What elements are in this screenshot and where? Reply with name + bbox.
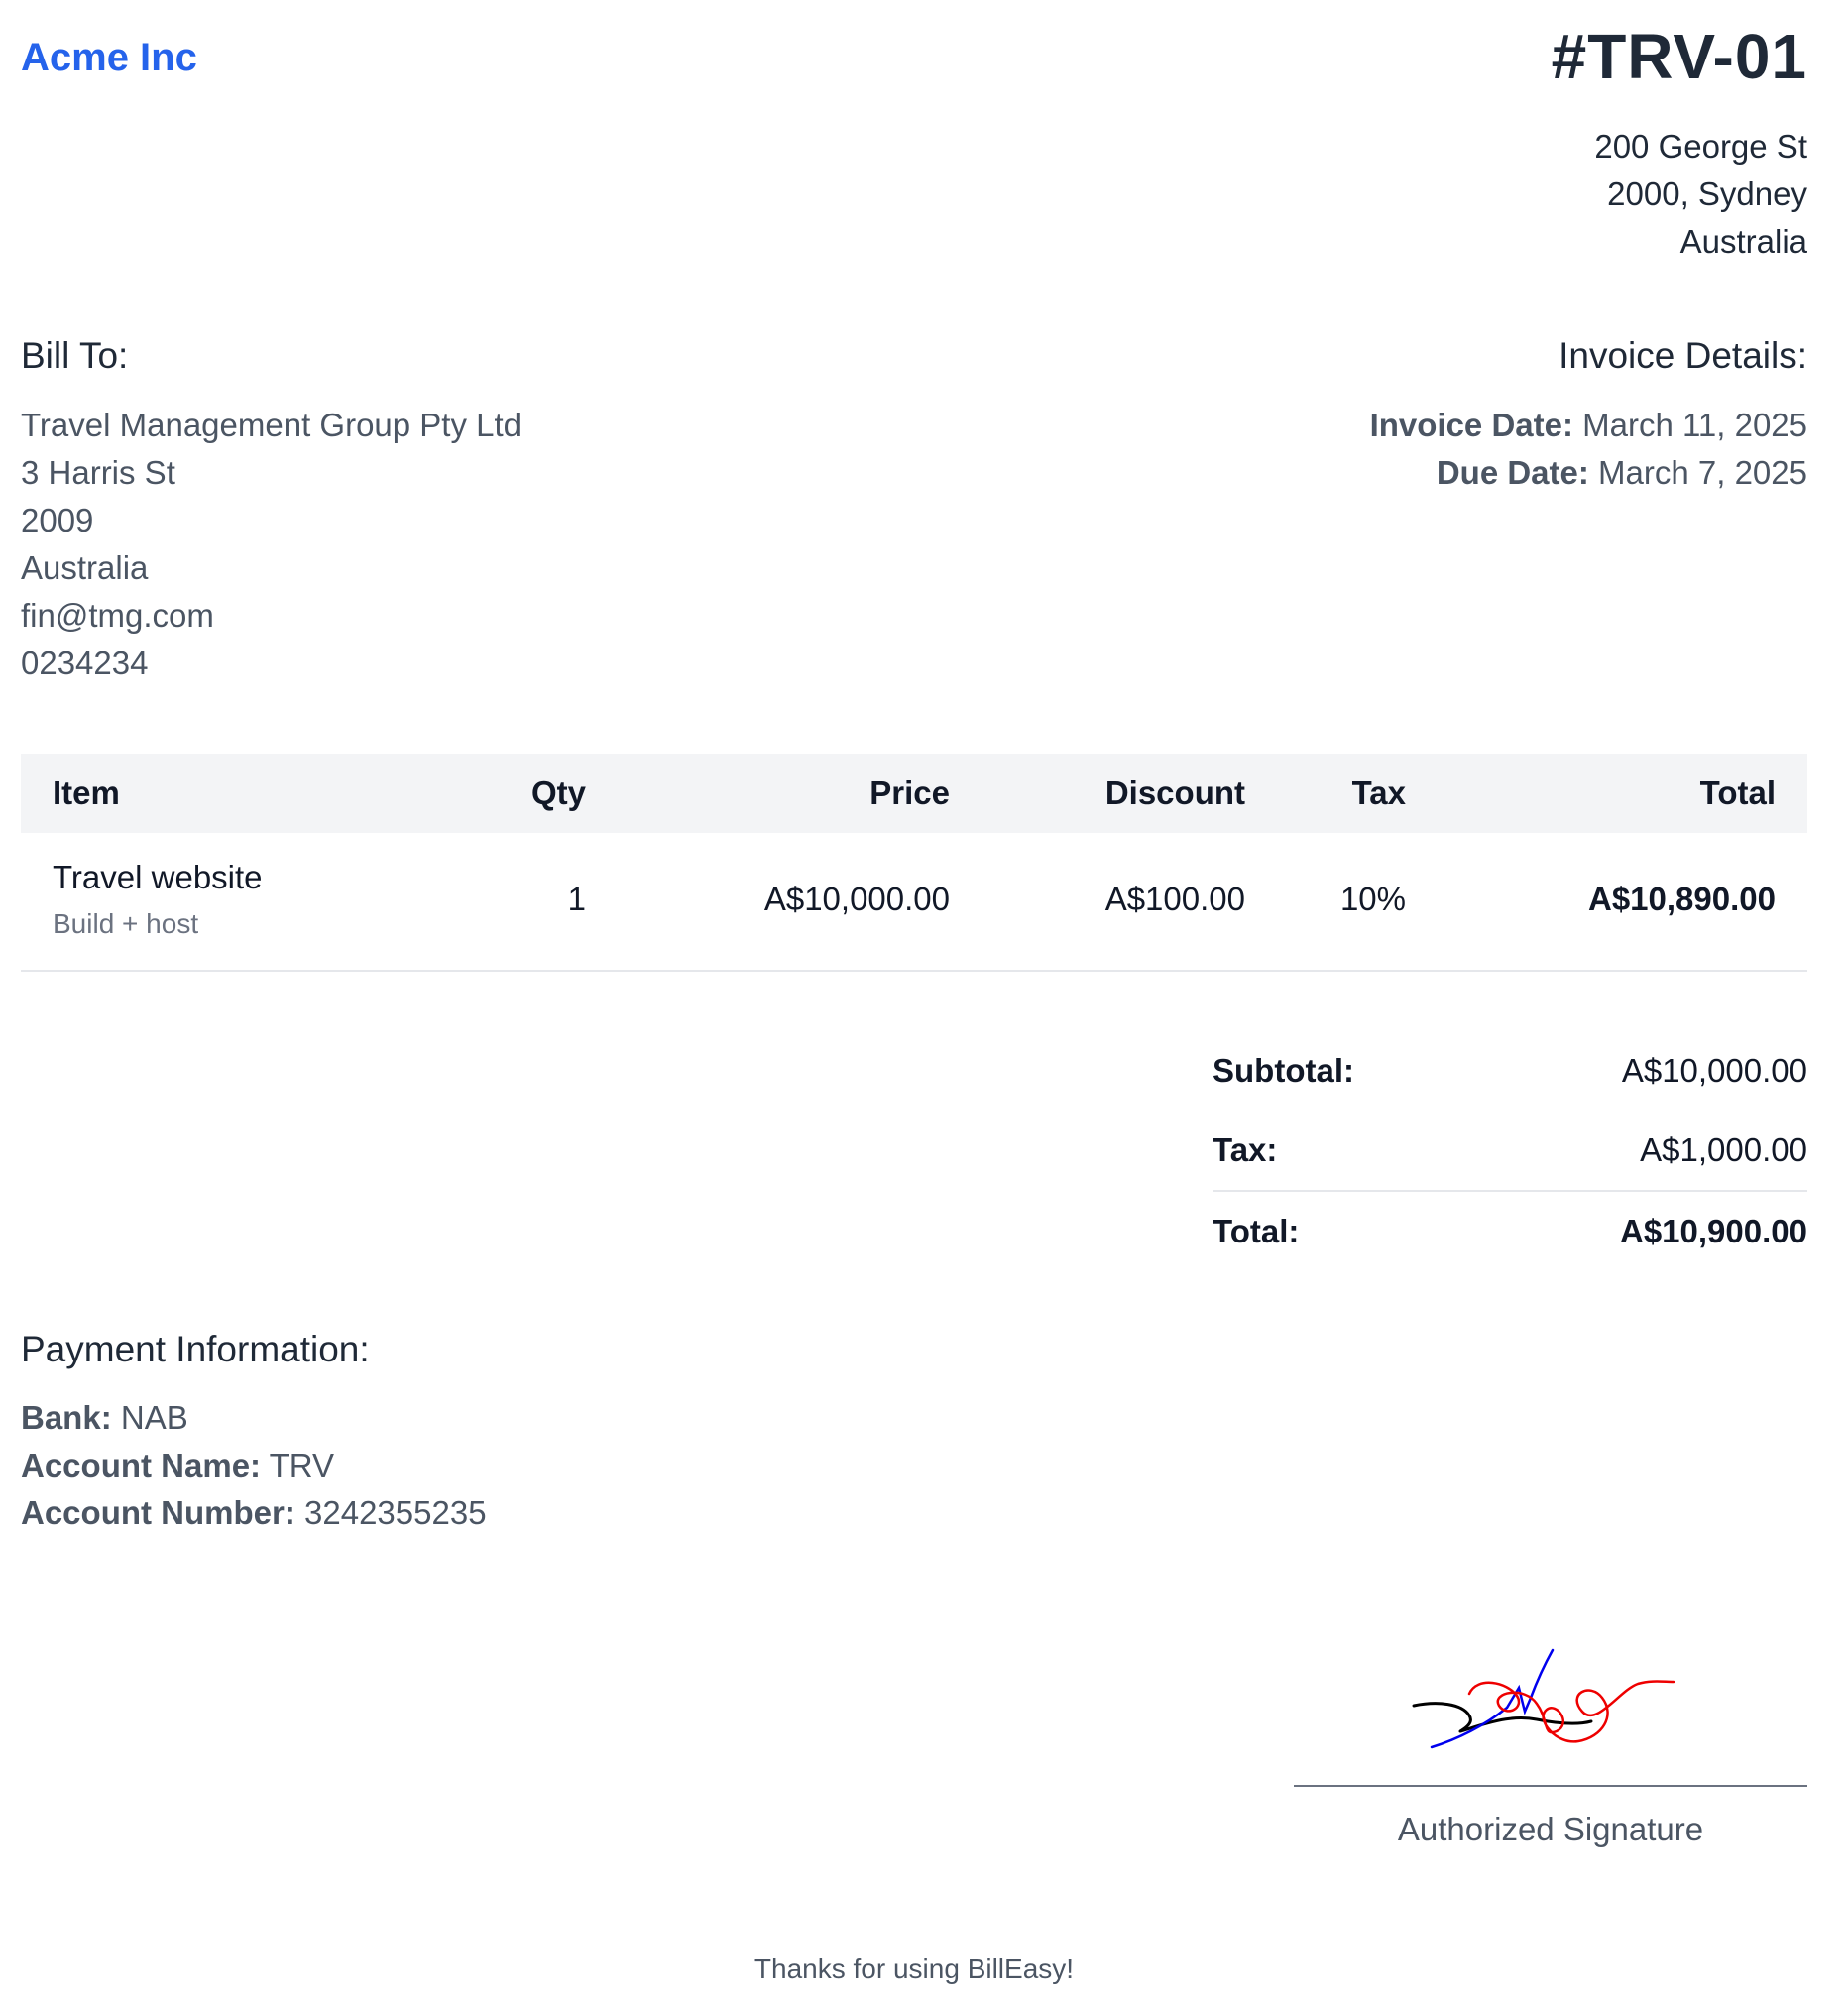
- signature-stroke-black: [1414, 1704, 1591, 1731]
- header-total: Total: [1699, 774, 1776, 811]
- company-address-line: 200 George St: [1594, 128, 1807, 165]
- account-number-label: Account Number:: [21, 1494, 295, 1531]
- company-address-line: Australia: [1679, 223, 1807, 260]
- header-qty: Qty: [530, 774, 586, 811]
- account-name-label: Account Name:: [21, 1447, 262, 1483]
- bank-row: [21, 1394, 487, 1442]
- table-row: [21, 833, 1807, 972]
- invoice-number: #TRV-01: [1551, 21, 1807, 92]
- due-date-label: Due Date:: [1436, 454, 1589, 491]
- items-table-header: [21, 754, 1807, 833]
- tax-value: A$1,000.00: [1640, 1131, 1807, 1168]
- due-date-value: March 7, 2025: [1598, 454, 1807, 491]
- row-qty: 1: [567, 881, 586, 917]
- header-discount: Discount: [1104, 774, 1245, 811]
- bill-to-email: fin@tmg.com: [21, 597, 214, 634]
- invoice-date-value: March 11, 2025: [1582, 407, 1807, 443]
- subtotal-label: Subtotal:: [1213, 1052, 1354, 1089]
- payment-block: [21, 1394, 487, 1537]
- payment-title: Payment Information:: [21, 1329, 370, 1369]
- bank-value: NAB: [120, 1399, 188, 1436]
- totals-summary: [1213, 1031, 1807, 1273]
- subtotal-value: A$10,000.00: [1621, 1052, 1807, 1089]
- signature-label: Authorized Signature: [1397, 1811, 1704, 1847]
- total-row: [1213, 1190, 1807, 1273]
- header-price: Price: [869, 774, 950, 811]
- invoice-page: [21, 0, 1807, 2011]
- company-address-line: 2000, Sydney: [1607, 176, 1807, 212]
- invoice-date-label: Invoice Date:: [1369, 407, 1573, 443]
- due-date-row: [1370, 449, 1807, 497]
- bill-to-title: Bill To:: [21, 335, 129, 376]
- invoice-date-row: [1370, 402, 1807, 449]
- bill-to-name: Travel Management Group Pty Ltd: [21, 407, 522, 443]
- row-tax: 10%: [1339, 881, 1406, 917]
- invoice-details-title: Invoice Details:: [1559, 335, 1807, 376]
- row-price: A$10,000.00: [763, 881, 950, 917]
- signature-line: [1294, 1785, 1807, 1787]
- signature-image: [1408, 1646, 1685, 1765]
- signature-stroke-blue: [1432, 1650, 1553, 1747]
- account-name-row: [21, 1442, 487, 1489]
- bank-label: Bank:: [21, 1399, 112, 1436]
- total-label: Total:: [1213, 1213, 1300, 1249]
- bill-to-block: [21, 402, 521, 687]
- invoice-details-block: [1370, 402, 1807, 497]
- account-number-value: 3242355235: [304, 1494, 487, 1531]
- footer-text: Thanks for using BillEasy!: [753, 1953, 1075, 1984]
- bill-to-country: Australia: [21, 549, 149, 586]
- header-tax: Tax: [1351, 774, 1406, 811]
- bill-to-street: 3 Harris St: [21, 454, 175, 491]
- total-value: A$10,900.00: [1620, 1213, 1807, 1249]
- row-total: A$10,890.00: [1588, 881, 1776, 917]
- tax-row: [1213, 1111, 1807, 1190]
- row-item-name: Travel website: [53, 859, 263, 895]
- account-name-value: TRV: [269, 1447, 335, 1483]
- items-table: [21, 754, 1807, 972]
- signature-stroke-red: [1469, 1682, 1674, 1742]
- company-name: Acme Inc: [21, 36, 197, 79]
- row-discount: A$100.00: [1104, 881, 1245, 917]
- account-number-row: [21, 1489, 487, 1537]
- bill-to-phone: 0234234: [21, 645, 149, 681]
- tax-label: Tax:: [1213, 1131, 1278, 1168]
- bill-to-postcode: 2009: [21, 502, 94, 538]
- row-item-description: Build + host: [53, 908, 199, 939]
- company-address: [1594, 123, 1807, 266]
- subtotal-row: [1213, 1031, 1807, 1111]
- header-item: Item: [53, 774, 120, 811]
